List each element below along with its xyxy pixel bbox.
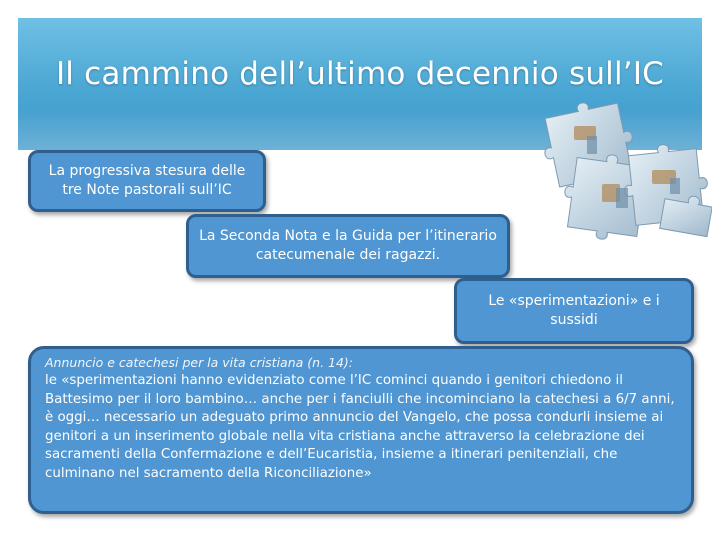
quote-body: le «sperimentazioni hanno evidenziato come l’IC cominci quando i genitori chiedono il Battesimo per il loro bambino… anche per i fanciulli che incominciano la catechesi a 6/7 anni, è oggi… necessario un adeguato primo annuncio del Vangelo, che possa condurli insieme ai genitori a un inserimento globale nella vita cristiana anche attraverso la celebrazione dei sacramenti della Confermazione e dell’Eucaristia, insieme a itinerari penitenziali, che culminano nel sacramento della Riconciliazione» <box>45 373 675 481</box>
puzzle-pieces-image <box>512 92 712 252</box>
note-box-three-notes <box>28 150 266 212</box>
note-box-three-notes-text: La progressiva stesura delle tre Note pastorali sull’IC <box>48 163 246 198</box>
quote-box <box>28 346 694 514</box>
note-box-experiments-text: Le «sperimentazioni» e i sussidi <box>488 293 660 328</box>
note-box-experiments <box>454 278 694 344</box>
quote-heading: Annuncio e catechesi per la vita cristiana (n. 14): <box>45 355 354 370</box>
slide-title: Il cammino dell’ultimo decennio sull’IC <box>55 56 665 92</box>
note-box-second-note <box>186 214 510 278</box>
note-box-second-note-text: La Seconda Nota e la Guida per l’itinerario catecumenale dei ragazzi. <box>199 228 497 263</box>
